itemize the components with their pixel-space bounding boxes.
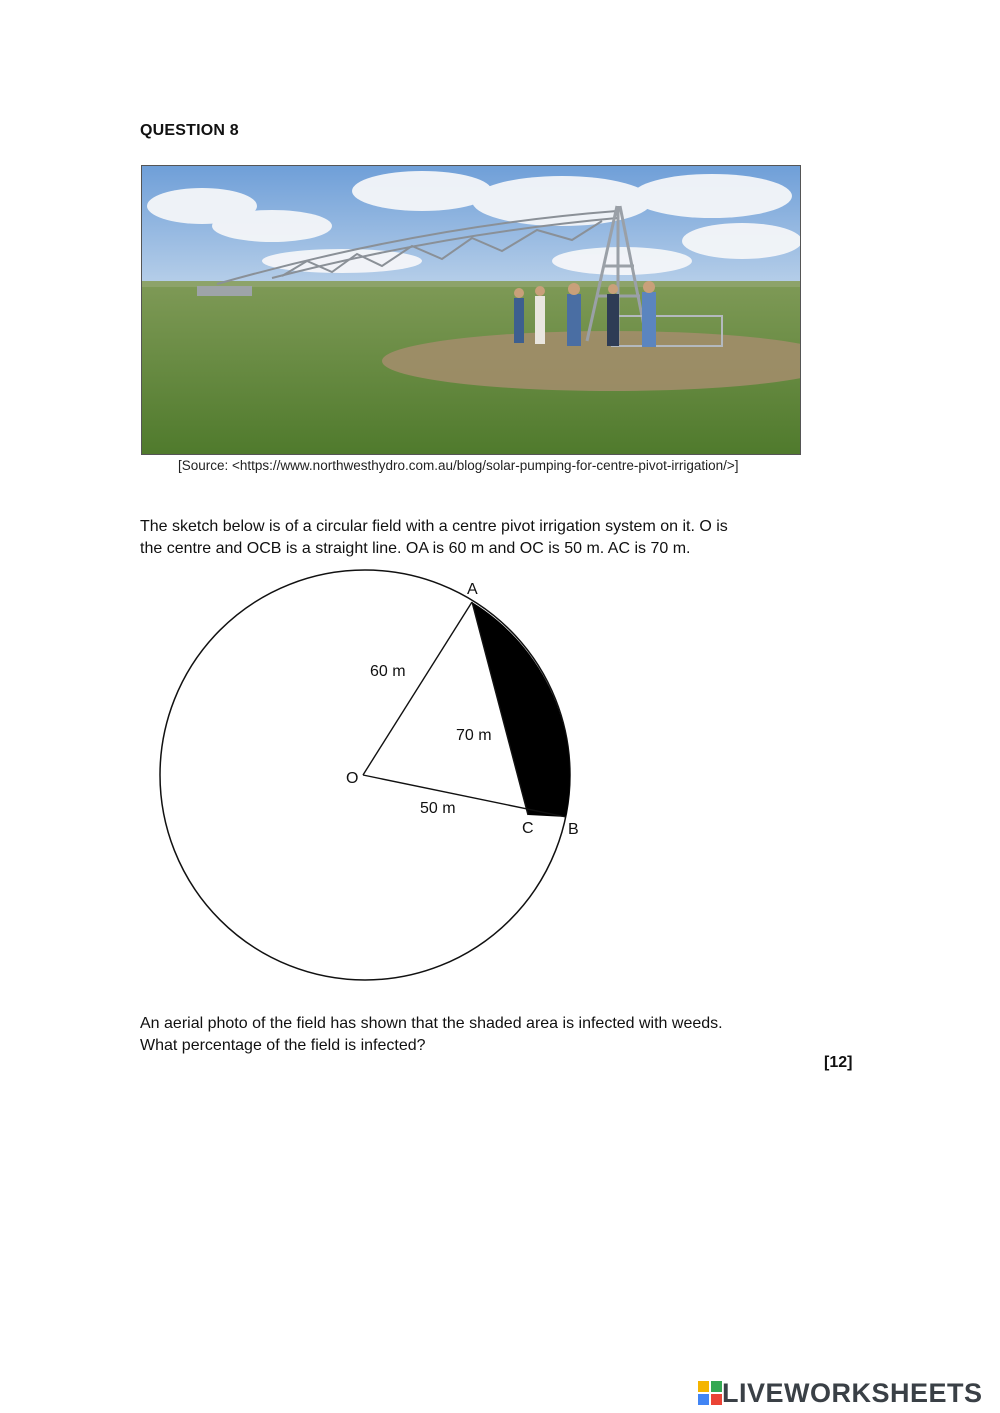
question-line: An aerial photo of the field has shown that the shaded area is infected with weeds.: [140, 1015, 723, 1032]
photo-source-caption: [Source: <https://www.northwesthydro.com.au/blog/solar-pumping-for-centre-pivot-irrigation/>]: [178, 458, 739, 473]
question-title: QUESTION 8: [140, 122, 239, 139]
point-label-O: O: [346, 770, 359, 787]
intro-line: the centre and OCB is a straight line. OA is 60 m and OC is 50 m. AC is 70 m.: [140, 540, 691, 557]
liveworksheets-logo[interactable]: [698, 1378, 983, 1408]
circle-field-sketch: [150, 565, 610, 990]
point-label-A: A: [467, 581, 478, 598]
logo-wordmark: LIVEWORKSHEETS: [722, 1377, 983, 1408]
irrigation-photo-drawing: [142, 166, 801, 455]
logo-badge-icon: [698, 1381, 722, 1405]
length-label-OC: 50 m: [420, 800, 456, 817]
length-label-OA: 60 m: [370, 663, 406, 680]
irrigation-photo: [141, 165, 801, 455]
question-paragraph: [140, 1013, 840, 1057]
length-label-AC: 70 m: [456, 727, 492, 744]
point-label-B: B: [568, 821, 579, 838]
marks-label: [12]: [824, 1054, 853, 1071]
point-label-C: C: [522, 820, 534, 837]
question-line: What percentage of the field is infected?: [140, 1037, 426, 1054]
intro-line: The sketch below is of a circular field with a centre pivot irrigation system on it. O is: [140, 518, 728, 535]
intro-paragraph: [140, 516, 840, 560]
